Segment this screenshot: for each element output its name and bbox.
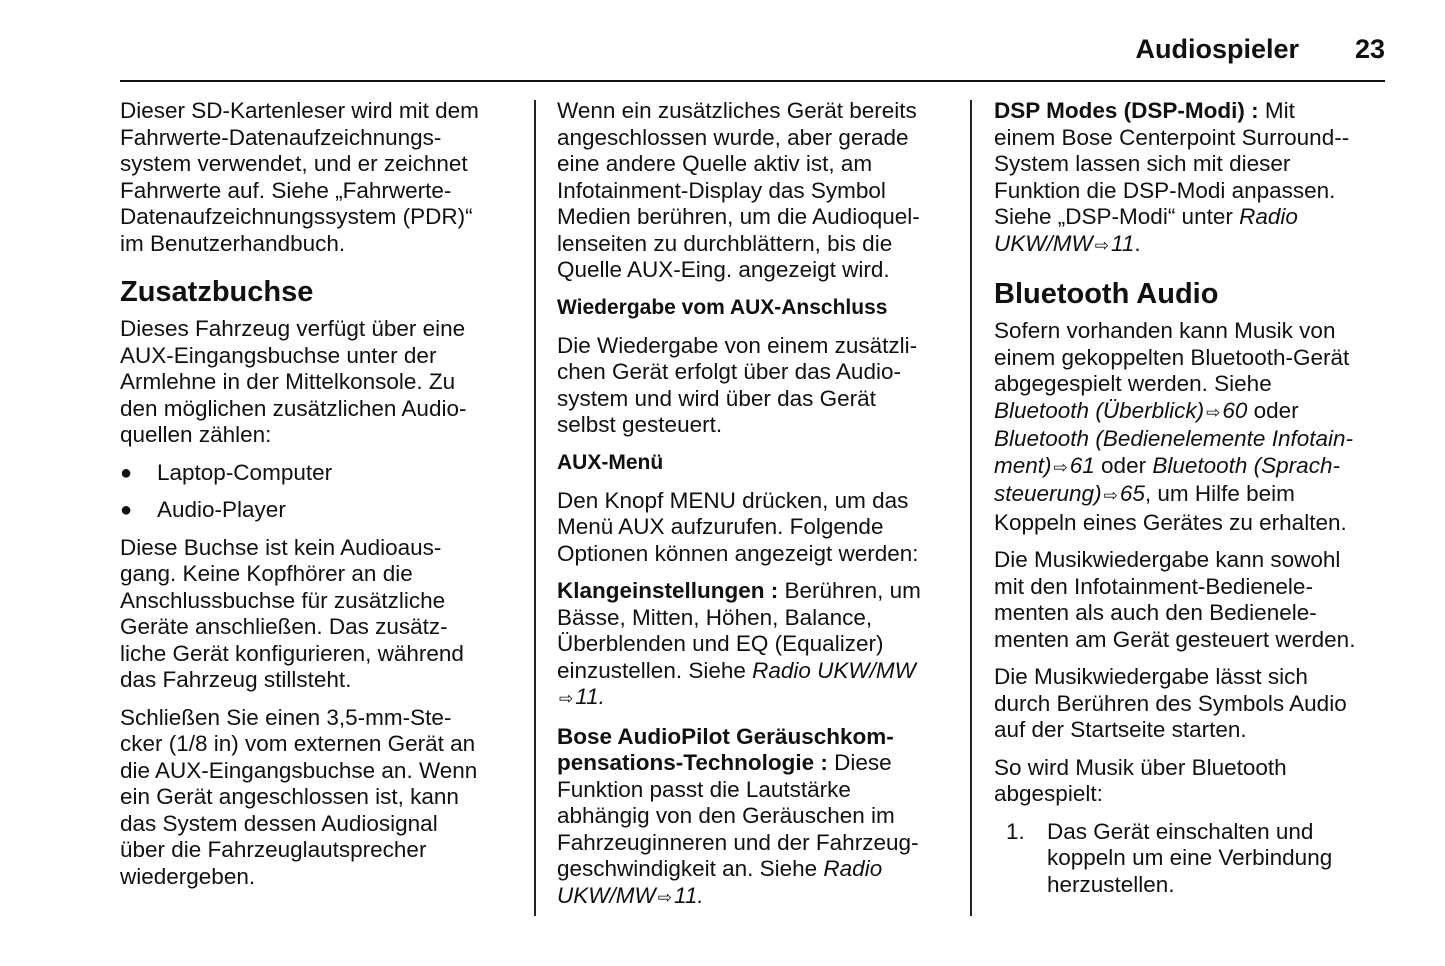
column-middle: [557, 98, 957, 922]
connect-plug-paragraph: [120, 705, 520, 891]
text-line: Quelle AUX-Eing. angezeigt wird.: [557, 257, 890, 282]
cross-reference: Radio: [1239, 204, 1298, 229]
text-line: quellen zählen:: [120, 422, 272, 447]
aux-menu-paragraph: [557, 488, 957, 568]
text-line: das System dessen Audiosignal: [120, 810, 438, 836]
text-line: Die Musikwiedergabe lässt sich: [994, 664, 1308, 689]
text-line: angeschlossen wurde, aber gerade: [557, 124, 909, 150]
text-line: auf der Startseite starten.: [994, 717, 1247, 742]
text-line: den möglichen zusätzlichen Audio-: [120, 395, 467, 421]
arrow-right-icon: ⇨: [1053, 457, 1068, 477]
text-line: lenseiten zu durchblättern, bis die: [557, 230, 893, 256]
text-line: durch Berühren des Symbols Audio: [994, 690, 1347, 716]
subheading-aux-menu: AUX-Menü: [557, 450, 664, 474]
text-line: Schließen Sie einen 3,5-mm-Ste-: [120, 704, 452, 730]
text-line: Optionen können angezeigt werden:: [557, 540, 919, 566]
text-line: Armlehne in der Mittelkonsole. Zu: [120, 369, 456, 394]
text-line: koppeln um eine Verbindung: [1047, 845, 1333, 870]
text-line: chen Gerät erfolgt über das Audio-: [557, 359, 901, 384]
text-line: DSP Modes (DSP-Modi) : Mit: [994, 98, 1295, 123]
text-line: Sofern vorhanden kann Musik von: [994, 318, 1336, 343]
text-line: mit den Infotainment-Bedienele-: [994, 573, 1313, 599]
list-item-text: Laptop-Computer: [157, 459, 333, 485]
text-line: Datenaufzeichnungssystem (PDR)“: [120, 204, 473, 229]
text-line: Den Knopf MENU drücken, um das: [557, 487, 909, 513]
text-line: die AUX-Eingangsbuchse an. Wenn: [120, 757, 478, 783]
arrow-right-icon: ⇨: [1103, 486, 1118, 505]
text-line: menten als auch den Bedienele-: [994, 600, 1317, 625]
text-line: Überblenden und EQ (Equalizer): [557, 631, 884, 656]
text-line: Infotainment-Display das Symbol: [557, 177, 886, 203]
bluetooth-intro-paragraph: [994, 318, 1389, 536]
text-line: Bässe, Mitten, Höhen, Balance,: [557, 604, 873, 630]
text-line: Siehe „DSP-Modi“ unter Radio: [994, 204, 1298, 229]
text-line: im Benutzerhandbuch.: [120, 230, 346, 256]
bullet-icon: ●: [120, 461, 133, 484]
page-number: 23: [1354, 34, 1385, 64]
text-line: pensations-Technologie : Diese: [557, 750, 892, 775]
text-line: einzustellen. Siehe Radio UKW/MW: [557, 657, 916, 683]
page-reference: UKW/MW ⇨11.: [557, 882, 704, 908]
bose-audiopilot-entry: [557, 724, 957, 912]
playback-control-paragraph: [994, 547, 1389, 653]
arrow-right-icon: ⇨: [1206, 402, 1221, 422]
arrow-right-icon: ⇨: [559, 689, 574, 708]
source-switch-paragraph: [557, 98, 957, 284]
text-line: Diese Buchse ist kein Audioaus-: [120, 534, 442, 560]
term: Bose AudioPilot Geräuschkom-: [557, 723, 894, 749]
text-line: Dieser SD-Kartenleser wird mit dem: [120, 98, 479, 123]
section-heading-bluetooth-audio: Bluetooth Audio: [994, 278, 1219, 310]
text-line: steuerung) ⇨65, um Hilfe beim: [994, 481, 1295, 506]
how-to-paragraph: [994, 755, 1389, 808]
term: DSP Modes (DSP-Modi) :: [994, 98, 1259, 123]
column-divider: [534, 100, 536, 916]
text-line: Koppeln eines Gerätes zu erhalten.: [994, 509, 1347, 535]
cross-reference: Bluetooth (Sprach-: [1152, 452, 1340, 478]
playback-start-paragraph: [994, 664, 1389, 744]
text-line: liche Gerät konfigurieren, während: [120, 640, 464, 666]
text-line: Funktion passt die Lautstärke: [557, 776, 851, 802]
page-reference: ⇨11.: [559, 684, 605, 709]
text-line: system und wird über das Gerät: [557, 385, 876, 411]
bullet-icon: ●: [120, 499, 133, 521]
text-line: Wenn ein zusätzliches Gerät bereits: [557, 98, 917, 123]
text-line: So wird Musik über Bluetooth: [994, 754, 1287, 780]
no-audio-out-paragraph: [120, 535, 520, 694]
text-line: Das Gerät einschalten und: [1047, 818, 1314, 844]
page-reference: UKW/MW ⇨11.: [994, 230, 1141, 256]
text-line: über die Fahrzeuglautsprecher: [120, 837, 427, 862]
text-line: einem Bose Centerpoint Surround--: [994, 124, 1350, 150]
sound-settings-entry: [557, 578, 957, 713]
cross-reference: Radio: [823, 856, 883, 881]
aux-description-paragraph: [120, 316, 520, 449]
section-heading-zusatzbuchse: Zusatzbuchse: [120, 276, 314, 308]
term: pensations-Technologie :: [557, 750, 828, 775]
text-line: Die Wiedergabe von einem zusätzli-: [557, 332, 918, 358]
column-right: [994, 98, 1389, 909]
text-line: AUX-Eingangsbuchse unter der: [120, 342, 437, 368]
text-line: Fahrwerte auf. Siehe „Fahrwerte-: [120, 177, 452, 203]
arrow-right-icon: ⇨: [1094, 235, 1109, 255]
text-line: Die Musikwiedergabe kann sowohl: [994, 547, 1341, 572]
aux-playback-paragraph: [557, 333, 957, 439]
cross-reference: Bluetooth (Überblick): [994, 397, 1205, 423]
column-left: [120, 98, 520, 901]
text-line: cker (1/8 in) vom externen Gerät an: [120, 731, 476, 756]
text-line: geschwindigkeit an. Siehe Radio: [557, 856, 883, 881]
text-line: Medien berühren, um die Audioquel-: [557, 204, 920, 229]
sd-reader-paragraph: [120, 98, 520, 257]
cross-reference: Radio UKW/MW: [752, 657, 916, 683]
text-line: Geräte anschließen. Das zusätz-: [120, 614, 448, 639]
column-divider: [970, 100, 972, 916]
text-line: herzustellen.: [1047, 871, 1175, 897]
numbered-step: [994, 819, 1389, 899]
text-line: ment) ⇨61 oder Bluetooth (Sprach-: [994, 452, 1340, 478]
arrow-right-icon: ⇨: [657, 887, 672, 907]
page-header: [120, 34, 1385, 82]
text-line: menten am Gerät gesteuert werden.: [994, 626, 1356, 652]
step-number: 1.: [1006, 818, 1025, 844]
text-line: selbst gesteuert.: [557, 412, 723, 437]
dsp-modes-entry: [994, 98, 1389, 259]
text-line: eine andere Quelle aktiv ist, am: [557, 151, 873, 176]
list-item-text: Audio-Player: [157, 497, 286, 522]
list-item: [120, 460, 520, 487]
list-item: [120, 497, 520, 524]
text-line: Fahrwerte-Datenaufzeichnungs-: [120, 124, 442, 150]
cross-reference: Bluetooth (Bedienelemente Infotain-: [994, 426, 1353, 451]
text-line: das Fahrzeug stillsteht.: [120, 667, 352, 692]
page-title: Audiospieler: [1135, 34, 1299, 64]
term: Klangeinstellungen :: [557, 578, 779, 603]
text-line: Menü AUX aufzurufen. Folgende: [557, 514, 884, 539]
text-line: System lassen sich mit dieser: [994, 151, 1291, 176]
text-line: Dieses Fahrzeug verfügt über eine: [120, 316, 466, 341]
text-line: ein Gerät angeschlossen ist, kann: [120, 784, 459, 809]
text-line: abgespielt:: [994, 781, 1103, 806]
text-line: wiedergeben.: [120, 863, 256, 889]
text-line: Bluetooth (Überblick) ⇨60 oder: [994, 397, 1299, 423]
text-line: Klangeinstellungen : Berühren, um: [557, 578, 921, 603]
text-line: einem gekoppelten Bluetooth-Gerät: [994, 344, 1350, 370]
text-line: abgegespielt werden. Siehe: [994, 371, 1272, 396]
text-line: gang. Keine Kopfhörer an die: [120, 561, 413, 586]
text-line: Fahrzeuginneren und der Fahrzeug-: [557, 829, 919, 855]
text-line: Funktion die DSP-Modi anpassen.: [994, 177, 1336, 203]
text-line: Anschlussbuchse für zusätzliche: [120, 587, 446, 613]
subheading-aux-playback: Wiedergabe vom AUX-Anschluss: [557, 295, 888, 319]
text-line: system verwendet, und er zeichnet: [120, 151, 468, 176]
text-line: abhängig von den Geräuschen im: [557, 803, 895, 828]
